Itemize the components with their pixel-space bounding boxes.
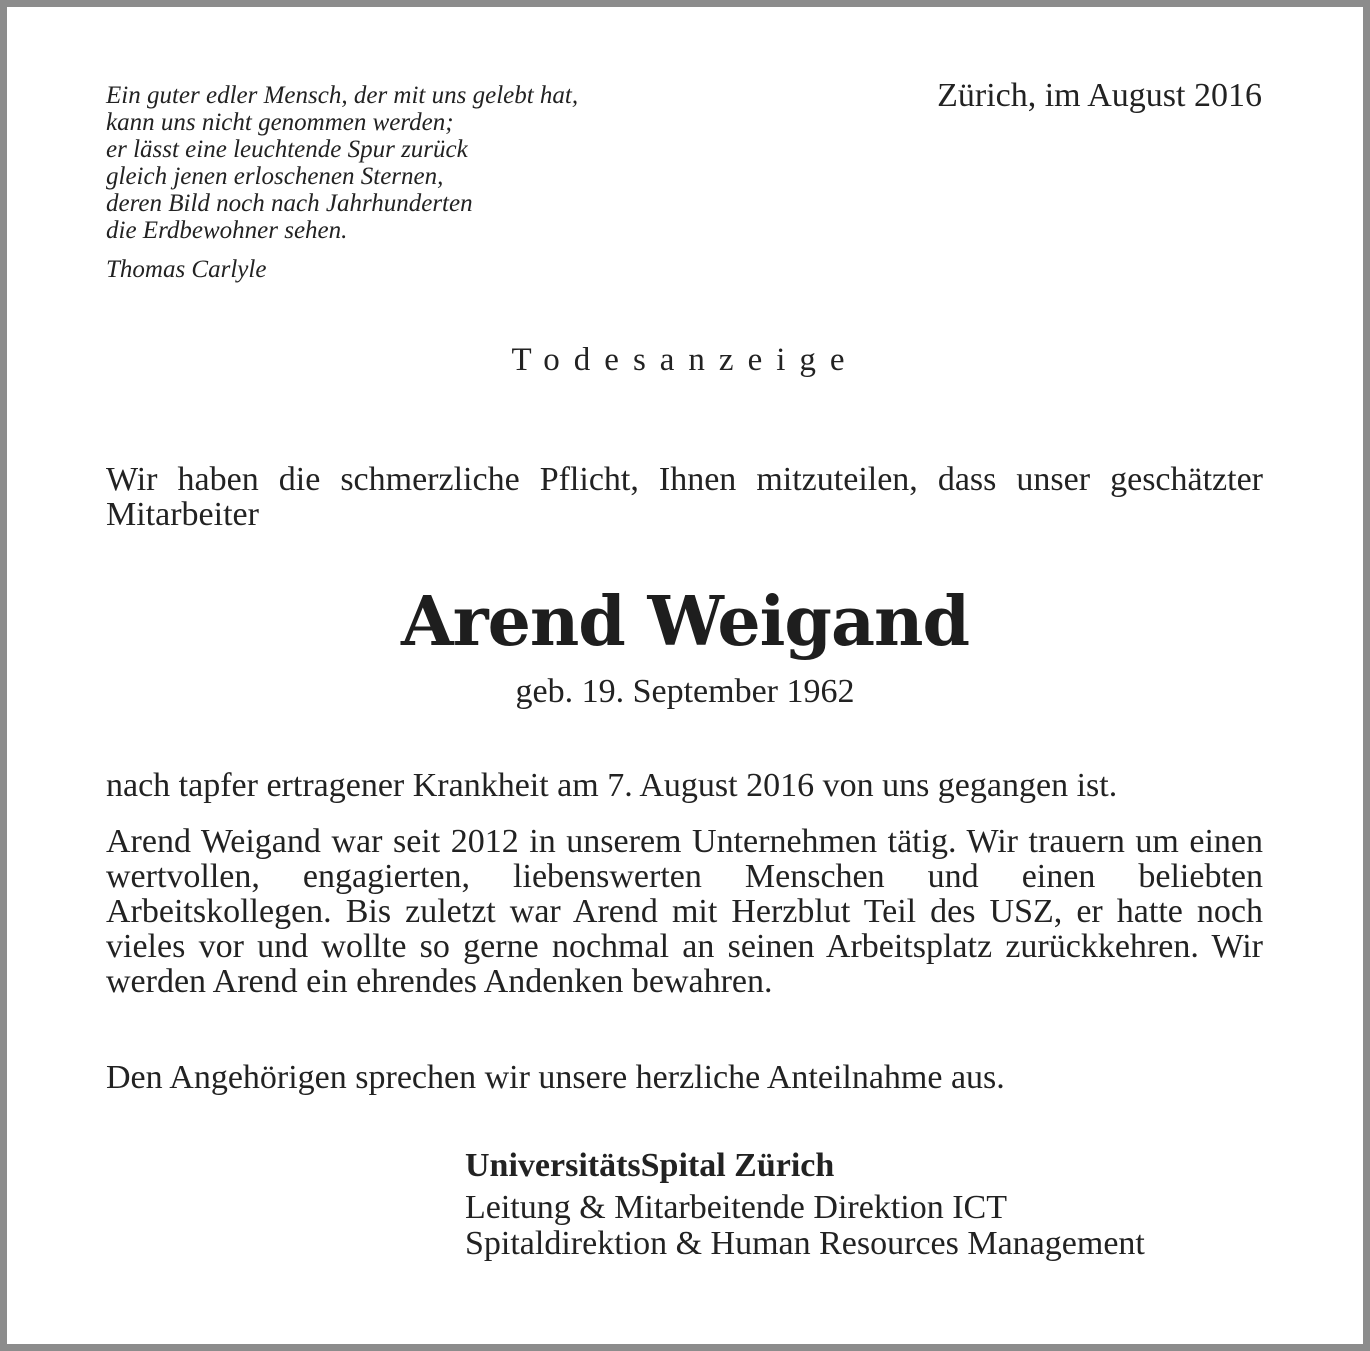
- quote-line: die Erdbewohner sehen.: [106, 217, 348, 244]
- deceased-name: Arend Weigand: [400, 582, 970, 662]
- passing-sentence: nach tapfer ertragener Krankheit am 7. August 2016 von uns gegangen ist.: [106, 767, 1118, 804]
- condolence-sentence: Den Angehörigen sprechen wir unsere herzliche Anteilnahme aus.: [106, 1059, 1005, 1096]
- quote-line: er lässt eine leuchtende Spur zurück: [106, 136, 468, 163]
- signature-line: Spitaldirektion & Human Resources Management: [465, 1225, 1145, 1262]
- tribute-paragraph: Arend Weigand war seit 2012 in unserem Unternehmen tätig. Wir trauern um einen wertvollen, engagierten, liebenswerten Menschen und einen beliebten Arbeitskollegen. Bis zuletzt war Arend mit Herzblut Teil des USZ, er hatte noch vieles vor und wollte so gerne nochmal an seinen Arbeitsplatz zurückkehren. Wir werden Arend ein ehrendes Andenken bewahren.: [106, 823, 1263, 1000]
- quote-line: Ein guter edler Mensch, der mit uns gelebt hat,: [106, 82, 579, 109]
- signature-line: Leitung & Mitarbeitende Direktion ICT: [465, 1189, 1007, 1226]
- quote-line: deren Bild noch nach Jahrhunderten: [106, 190, 473, 217]
- quote-author: Thomas Carlyle: [106, 256, 267, 283]
- notice-heading: Todesanzeige: [511, 342, 859, 378]
- place-and-date: Zürich, im August 2016: [937, 77, 1262, 114]
- quote-line: kann uns nicht genommen werden;: [106, 109, 454, 136]
- quote-line: gleich jenen erloschenen Sternen,: [106, 163, 444, 190]
- epigraph-quote: [106, 82, 706, 244]
- intro-paragraph: Wir haben die schmerzliche Pflicht, Ihnen mitzuteilen, dass unser geschätzter Mitarbeiter: [106, 461, 1263, 533]
- signature-block: [465, 1148, 1145, 1262]
- organization-name: UniversitätsSpital Zürich: [465, 1147, 835, 1184]
- birth-date: geb. 19. September 1962: [515, 673, 855, 710]
